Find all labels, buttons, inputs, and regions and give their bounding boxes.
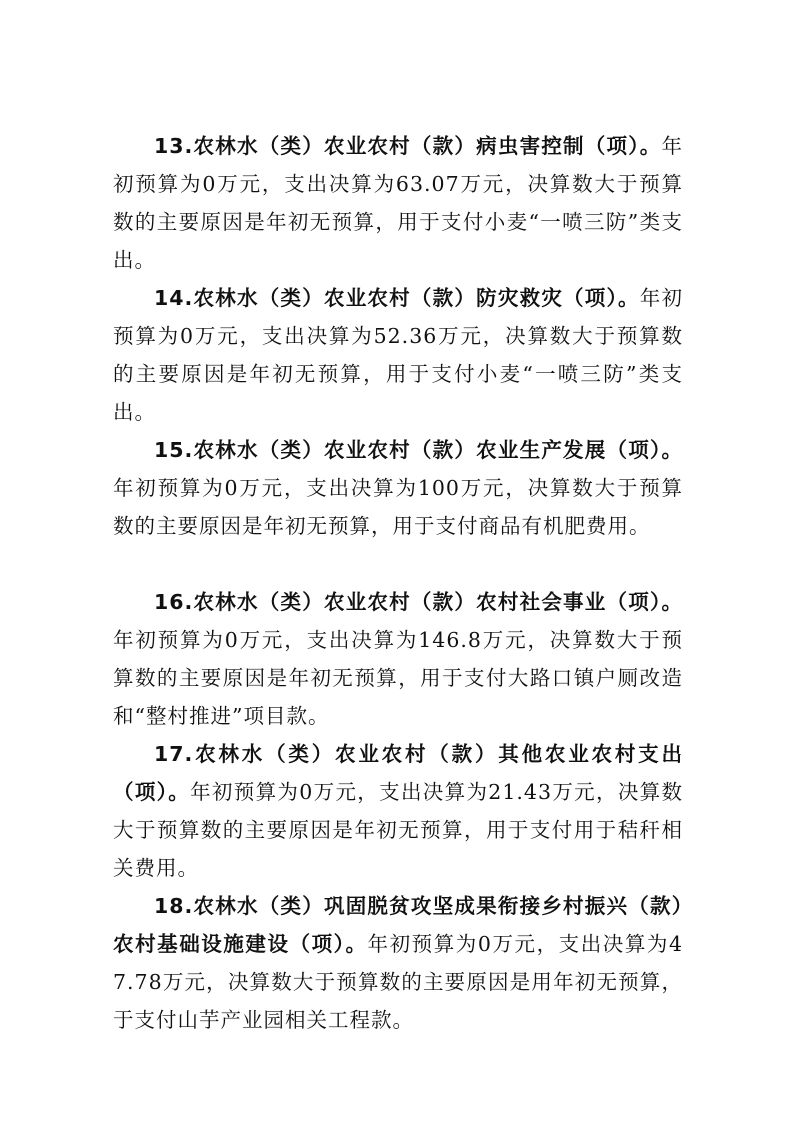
paragraph-heading: 15.农林水（类）农业农村（款）农业生产发展（项）。 — [154, 437, 683, 462]
paragraph-body: 年初预算为0万元，支出决算为21.43万元，决算数大于预算数的主要原因是年初无预算，用于支付用于秸秆相关费用。 — [113, 779, 684, 880]
paragraph-18 — [113, 887, 683, 1039]
paragraph-13 — [113, 127, 683, 279]
paragraph-heading: 14.农林水（类）农业农村（款）防灾救灾（项）。 — [154, 285, 640, 310]
paragraph-heading: 17.农林水（类）农业农村（款）其他农业农村支出（项）。 — [113, 741, 683, 804]
paragraph-17 — [113, 735, 683, 887]
paragraph-heading: 13.农林水（类）农业农村（款）病虫害控制（项）。 — [154, 133, 662, 158]
paragraph-heading: 18.农林水（类）巩固脱贫攻坚成果衔接乡村振兴（款）农村基础设施建设（项）。 — [113, 893, 683, 956]
paragraph-body: 年初预算为0万元，支出决算为52.36万元，决算数大于预算数的主要原因是年初无预算，用于支付小麦“一喷三防”类支出。 — [113, 285, 684, 424]
paragraph-15 — [113, 431, 683, 545]
paragraph-body: 年初预算为0万元，支出决算为100万元，决算数大于预算数的主要原因是年初无预算，用于支付商品有机肥费用。 — [113, 475, 683, 538]
paragraph-16 — [113, 583, 683, 735]
paragraph-body: 年初预算为0万元，支出决算为146.8万元，决算数大于预算数的主要原因是年初无预算，用于支付大路口镇户厕改造和“整村推进”项目款。 — [113, 627, 683, 728]
paragraph-body: 年初预算为0万元，支出决算为63.07万元，决算数大于预算数的主要原因是年初无预算，用于支付小麦“一喷三防”类支出。 — [113, 133, 683, 272]
paragraph-body: 年初预算为0万元，支出决算为47.78万元，决算数大于预算数的主要原因是用年初无预算，于支付山芋产业园相关工程款。 — [113, 931, 683, 1032]
paragraph-14 — [113, 279, 683, 431]
paragraph-heading: 16.农林水（类）农业农村（款）农村社会事业（项）。 — [154, 589, 683, 614]
